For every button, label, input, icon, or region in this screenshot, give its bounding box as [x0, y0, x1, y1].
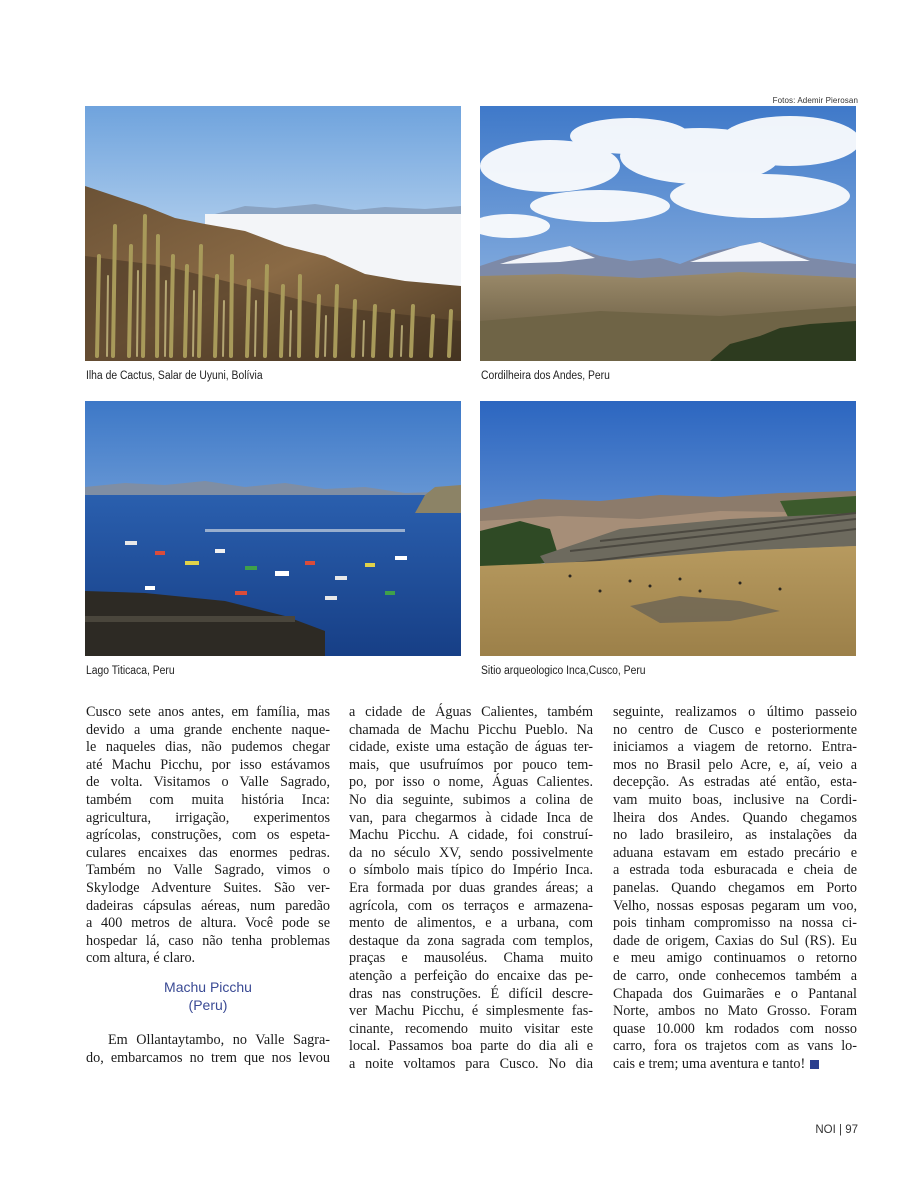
text-line: Cusco sete anos antes, em família, mas	[86, 704, 330, 720]
text-line: a noite voltamos para Cusco. No dia	[349, 1055, 593, 1072]
text-line: a estrada toda esburacada e cheia de	[613, 862, 857, 879]
subhead-location: (Peru)	[188, 996, 228, 1013]
text-line: mos no Brasil pelo Acre, e, aí, veio a	[613, 756, 857, 773]
text-line: de volta. Visitamos o Valle Sagrado,	[86, 774, 330, 791]
text-line: a 400 metros de altura. Você pode se	[86, 915, 330, 932]
text-line: Em Ollantaytambo, no Valle Sagra-	[108, 1031, 330, 1048]
text-line: dadeiras cápsulas aéreas, num paredão	[86, 897, 330, 914]
text-line: pois tinham compromisso na nossa ci-	[613, 915, 857, 932]
text-line: vam muito boas, inclusive na Cordi-	[613, 791, 857, 808]
text-column-1	[86, 704, 330, 1067]
text-line: No dia seguinte, subimos a colina de	[349, 791, 593, 808]
caption-photo-1: Ilha de Cactus, Salar de Uyuni, Bolívia	[86, 370, 263, 382]
caption-photo-2: Cordilheira dos Andes, Peru	[481, 370, 610, 382]
paragraph	[86, 704, 330, 968]
text-line: Chapada dos Guimarães e o Pantanal	[613, 985, 857, 1002]
text-line: a cidade de Águas Calientes, também	[349, 704, 593, 720]
photo-andes	[480, 106, 856, 361]
page-footer: NOI | 97	[815, 1124, 858, 1136]
text-line: até Machu Picchu, por isso estávamos	[86, 756, 330, 773]
photo-lake-titicaca	[85, 401, 461, 656]
text-line: agrícola, com os terraços e armazena-	[349, 897, 593, 914]
text-line: no centro de Cusco e posteriormente	[613, 721, 857, 738]
text-line: mais, que usufruímos por pouco tem-	[349, 756, 593, 773]
text-line: com altura, é claro.	[86, 950, 196, 967]
text-line: seguinte, realizamos o último passeio	[613, 704, 857, 720]
photo-cactus-island	[85, 106, 461, 361]
text-line: Também no Valle Sagrado, vimos o	[86, 862, 330, 879]
text-line: do, embarcamos no trem que nos levou	[86, 1049, 330, 1066]
text-line: local. Passamos boa parte do dia ali e	[349, 1038, 593, 1055]
text-line: devido a uma grande enchente naque-	[86, 721, 330, 738]
text-line: lheira dos Andes. Quando chegamos	[613, 809, 857, 826]
text-line: van, para chegarmos à cidade Inca de	[349, 809, 593, 826]
text-line: mento de alimentos, e a urbana, com	[349, 915, 593, 932]
photo-credit: Fotos: Ademir Pierosan	[772, 96, 858, 105]
photo-inca-site	[480, 401, 856, 656]
text-line: e meu amigo continuamos o retorno	[613, 950, 857, 967]
text-line: destaque da zona sagrada com templos,	[349, 932, 593, 949]
text-line: le naqueles dias, não pudemos chegar	[86, 739, 330, 756]
text-line: dade de origem, Caxias do Sul (RS). Eu	[613, 932, 857, 949]
text-line: Skylodge Adventure Suites. São ver-	[86, 879, 330, 896]
text-line: atenção a perfeição do encaixe das pe-	[349, 967, 593, 984]
text-line: quase 10.000 km rodados com nosso	[613, 1020, 857, 1037]
text-line: agrícolas, construções, com os espeta-	[86, 827, 330, 844]
subhead-title: Machu Picchu	[164, 978, 252, 995]
caption-photo-3: Lago Titicaca, Peru	[86, 665, 175, 677]
text-line: iniciamos a viagem de retorno. Entra-	[613, 739, 857, 756]
text-line: carro, fora os trajetos com as vans lo-	[613, 1038, 857, 1055]
text-line: aduana estavam em estado precário e	[613, 844, 857, 861]
text-line: no lado brasileiro, as instalações da	[613, 827, 857, 844]
text-line: Velho, nossas esposas pegaram um voo,	[613, 897, 857, 914]
end-of-article-mark	[810, 1060, 819, 1069]
text-line: chamada de Machu Picchu Pueblo. Na	[349, 721, 593, 738]
text-line: Norte, ambos no Mato Grosso. Foram	[613, 1003, 857, 1020]
text-line: hospedar lá, caso não tenha problemas	[86, 932, 330, 949]
text-line: po, por isso o nome, Águas Calientes.	[349, 774, 593, 791]
text-line: cidade, existe uma estação de águas ter-	[349, 739, 593, 756]
text-line: culares encaixes das enormes pedras.	[86, 844, 330, 861]
text-line-final	[613, 1056, 857, 1074]
section-subhead	[86, 978, 330, 1014]
text-column-3	[613, 704, 857, 1073]
text-line: agricultura, irrigação, experimentos	[86, 809, 330, 826]
text-line: praças e mausoléus. Chama muito	[349, 950, 593, 967]
caption-photo-4: Sitio arqueologico Inca,Cusco, Peru	[481, 665, 646, 677]
text-line: o símbolo mais típico do Império Inca.	[349, 862, 593, 879]
text-line: da no século XV, sendo possivelmente	[349, 844, 593, 861]
paragraph	[86, 1032, 330, 1067]
text-line: decepção. As estradas até então, esta-	[613, 774, 857, 791]
text-line: Era formada por duas grandes áreas; a	[349, 879, 593, 896]
text-line: cinante, recomendo muito visitar este	[349, 1020, 593, 1037]
text-column-2	[349, 704, 593, 1073]
text-line: também com muita história Inca:	[86, 791, 330, 808]
text-line: dras nas construções. É difícil descre-	[349, 985, 593, 1002]
text-line: panelas. Quando chegamos em Porto	[613, 879, 857, 896]
text-line: ver Machu Picchu, é simplesmente fas-	[349, 1003, 593, 1020]
text-line: de carro, onde conhecemos também a	[613, 967, 857, 984]
text-line: Machu Picchu. A cidade, foi construí-	[349, 827, 593, 844]
final-sentence: cais e trem; uma aventura e tanto!	[613, 1055, 806, 1072]
